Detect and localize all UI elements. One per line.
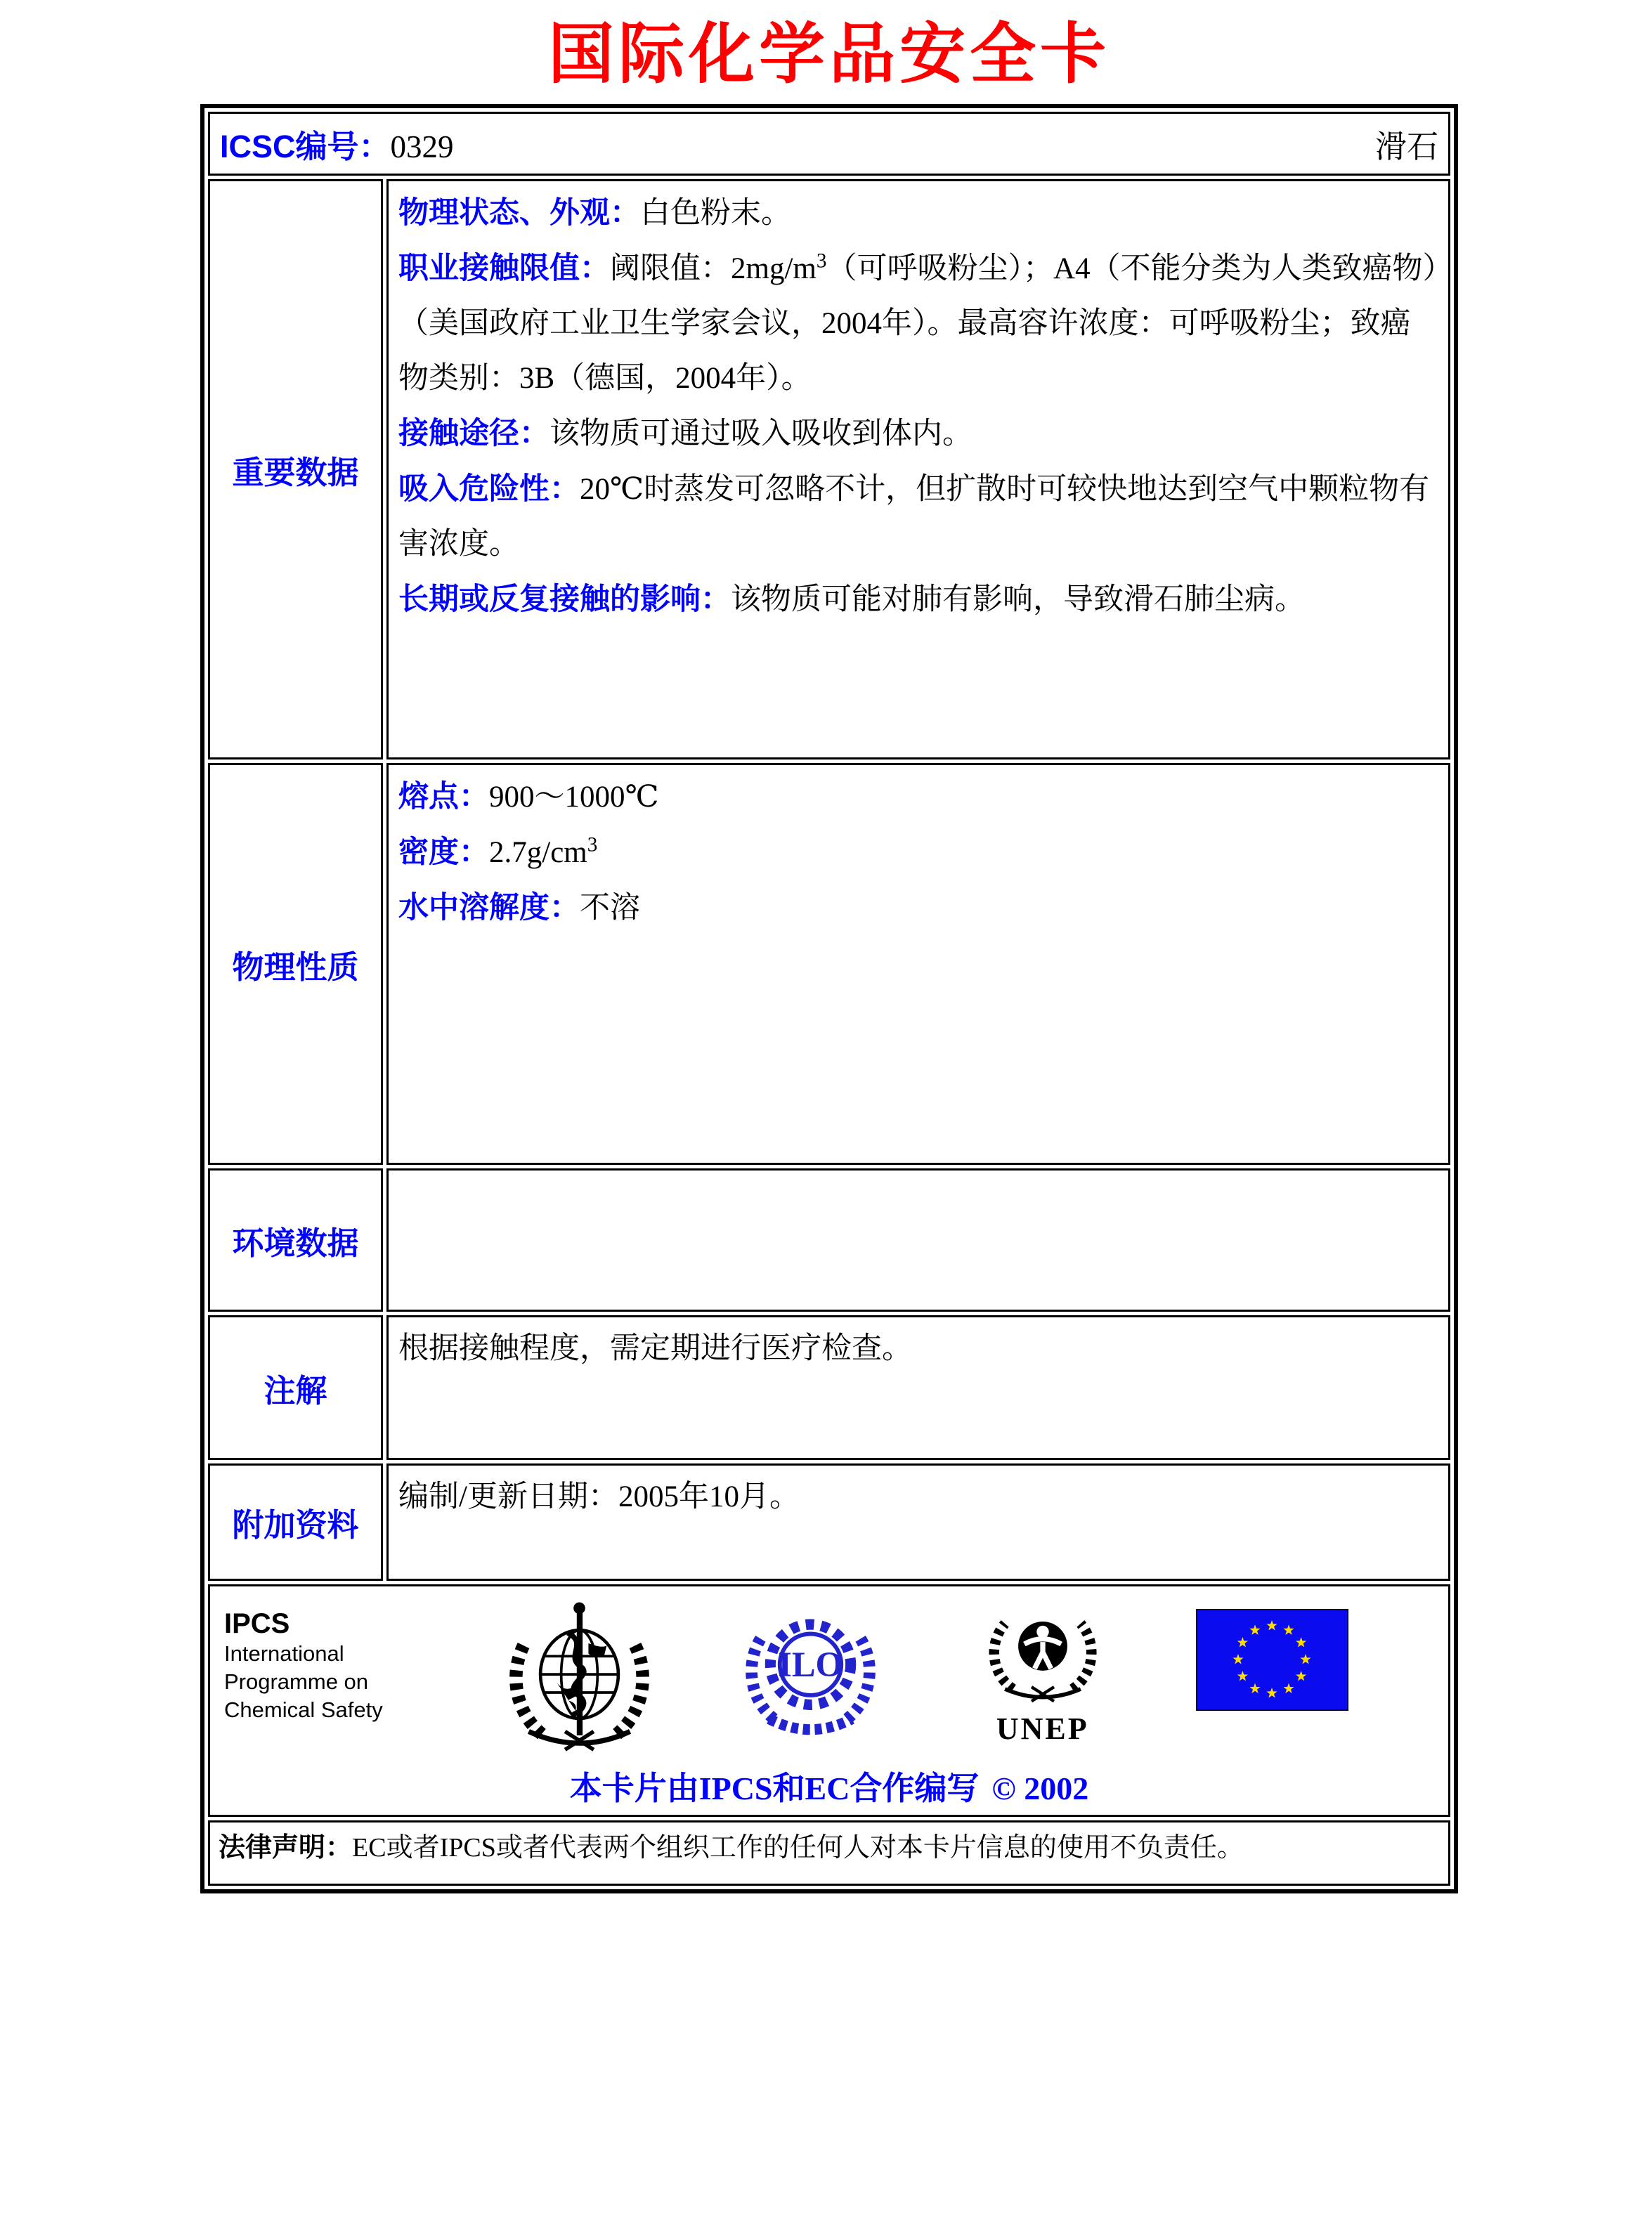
- entry-density: [398, 825, 1438, 880]
- icsc-card-table: [200, 104, 1458, 1893]
- entry-label: 密度：: [398, 835, 489, 869]
- logo-strip: [217, 1596, 1441, 1756]
- environmental-data-row: [208, 1168, 1450, 1312]
- section-label-important: 重要数据: [208, 179, 383, 759]
- entry-inhalation-risk: [398, 462, 1438, 572]
- section-label-physical: 物理性质: [208, 763, 383, 1165]
- legal-notice-row: [208, 1820, 1450, 1886]
- notes-content: 根据接触程度，需定期进行医疗检查。: [386, 1315, 1450, 1460]
- entry-occupational-limits: [398, 241, 1438, 406]
- entry-label: 物理状态、外观：: [398, 196, 640, 230]
- legal-notice-label: 法律声明：: [219, 1833, 353, 1863]
- entry-exposure-routes: [398, 406, 1438, 462]
- entry-text: 白色粉末。: [640, 197, 791, 230]
- entry-text: 不溶: [580, 892, 640, 925]
- unep-label: UNEP: [996, 1711, 1089, 1746]
- page-title: 国际化学品安全卡: [547, 18, 1110, 91]
- svg-text:ILO: ILO: [777, 1645, 843, 1685]
- logos-row: [208, 1584, 1450, 1817]
- entry-text: 阈限值：$2mg/m^3$（可呼吸粉尘）；A4（不能分类为人类致癌物）（美国政府工业卫生学家会议，2004年）。最高容许浓度：可呼吸粉尘；致癌物类别：3B（德国，2004年）。: [398, 249, 1438, 395]
- physical-properties-row: [208, 763, 1450, 1165]
- section-label-notes: 注解: [208, 1315, 383, 1460]
- additional-info-content: 编制/更新日期：2005年10月。: [386, 1463, 1450, 1581]
- section-label-environment: 环境数据: [208, 1168, 383, 1312]
- entry-text: 该物质可通过吸入吸收到体内。: [549, 417, 973, 450]
- icsc-number-group: [220, 121, 454, 167]
- ipcs-line-2: Programme on: [224, 1669, 369, 1694]
- entry-label: 职业接触限值：: [398, 252, 610, 285]
- section-label-additional: 附加资料: [208, 1463, 383, 1581]
- entry-label: 熔点：: [398, 780, 489, 814]
- ilo-logo-icon: [746, 1599, 890, 1750]
- additional-info-row: [208, 1463, 1450, 1581]
- entry-label: 水中溶解度：: [398, 891, 580, 925]
- logos-cell: [208, 1584, 1450, 1817]
- eu-flag-icon: [1196, 1599, 1348, 1714]
- important-data-content: [386, 179, 1450, 759]
- ipcs-acronym: IPCS: [224, 1608, 290, 1639]
- entry-text: 该物质可能对肺有影响，导致滑石肺尘病。: [731, 583, 1305, 616]
- caption-copyright: © 2002: [991, 1771, 1089, 1806]
- header-cell: [208, 112, 1450, 176]
- cooperation-caption: [217, 1763, 1441, 1809]
- entry-melting-point: [398, 769, 1438, 825]
- caption-text: 本卡片由IPCS和EC合作编写: [569, 1771, 980, 1806]
- substance-name: 滑石: [1374, 129, 1438, 164]
- entry-text: 20℃时蒸发可忽略不计，但扩散时可较快地达到空气中颗粒物有害浓度。: [398, 473, 1430, 561]
- icsc-number-label: ICSC编号：: [220, 129, 391, 164]
- ipcs-line-3: Chemical Safety: [224, 1697, 383, 1722]
- legal-notice-text: EC或者IPCS或者代表两个组织工作的任何人对本卡片信息的使用不负责任。: [352, 1833, 1244, 1863]
- entry-physical-state: [398, 185, 1438, 241]
- entry-label: 吸入危险性：: [398, 472, 580, 506]
- notes-row: [208, 1315, 1450, 1460]
- entry-label: 长期或反复接触的影响：: [398, 582, 731, 616]
- legal-notice-cell: [208, 1820, 1450, 1886]
- entry-text: 900～1000℃: [489, 781, 659, 814]
- ipcs-line-1: International: [224, 1641, 344, 1666]
- unep-logo-icon: [987, 1599, 1099, 1711]
- environmental-data-content: [386, 1168, 1450, 1312]
- who-logo-icon: [507, 1599, 651, 1756]
- ipcs-text-block: [224, 1599, 414, 1724]
- icsc-number-value: 0329: [390, 129, 454, 164]
- entry-label: 接触途径：: [398, 417, 549, 450]
- entry-text: $2.7g/cm^3$: [489, 833, 598, 869]
- unep-logo-block: [983, 1599, 1103, 1745]
- entry-water-solubility: [398, 880, 1438, 936]
- header-row: [208, 112, 1450, 176]
- physical-properties-content: [386, 763, 1450, 1165]
- icsc-card-page: [200, 0, 1458, 1893]
- entry-longterm-effects: [398, 572, 1438, 627]
- important-data-row: [208, 179, 1450, 759]
